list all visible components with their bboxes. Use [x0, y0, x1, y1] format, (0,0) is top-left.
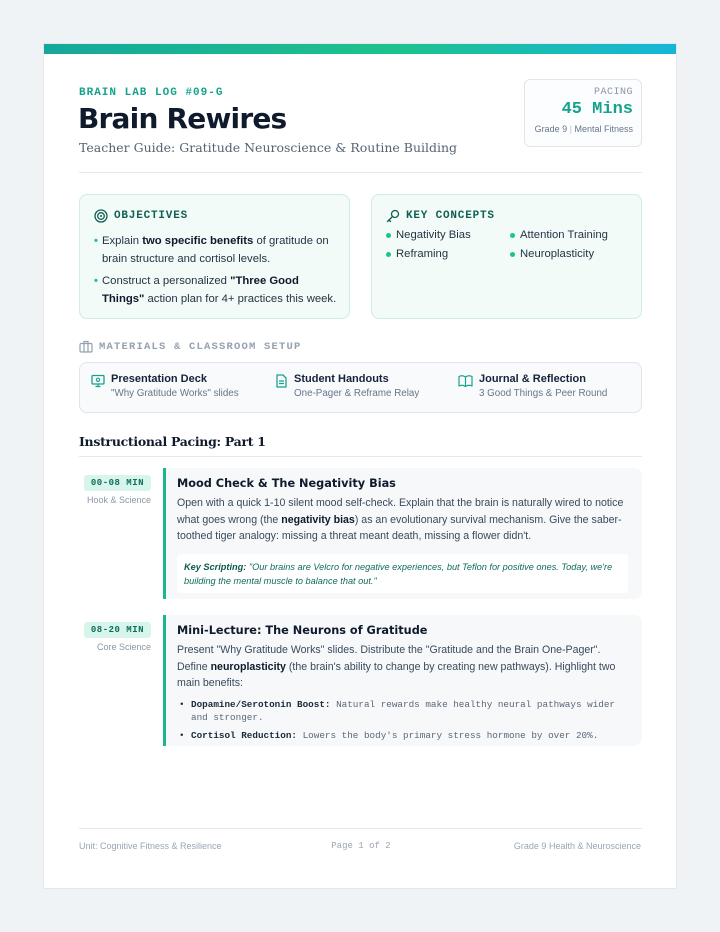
objective-text: Construct a personalized [102, 275, 231, 287]
presentation-icon [91, 374, 105, 388]
block-text-part: Open with a quick 1-10 silent mood self-check. Explain that the brain is naturally wired to notice what goes wrong (the [177, 497, 624, 526]
material-item [458, 373, 607, 399]
objective-item [94, 233, 339, 268]
benefit-text: Natural rewards make healthy neural pathways wider and stronger. [191, 698, 616, 723]
pacing-label: PACING [593, 87, 633, 98]
benefit-item [177, 698, 628, 725]
objective-emphasis: "Three Good Things" [102, 275, 299, 305]
time-label: Core Science [96, 642, 151, 652]
concept-item: Reframing [386, 248, 510, 260]
time-badge: 00-08 MIN [84, 475, 151, 491]
block-text-part: Present "Why Gratitude Works" slides. Distribute the "Gratitude and the Brain One-Pager". Define [177, 644, 601, 673]
pacing-grade: Grade 9 [534, 124, 568, 134]
key-concepts-card [371, 194, 642, 319]
material-title: Student Handouts [294, 373, 389, 385]
pacing-section-title: Instructional Pacing: Part 1 [79, 434, 266, 449]
key-concepts-title: KEY CONCEPTS [406, 210, 495, 222]
page-title: Brain Rewires [78, 102, 287, 135]
time-marker [79, 619, 151, 652]
objectives-card [79, 194, 350, 319]
materials-title: MATERIALS & CLASSROOM SETUP [99, 340, 302, 353]
header-divider [79, 172, 642, 173]
pacing-block [163, 615, 642, 746]
key-scripting-quote [177, 554, 628, 593]
block-title: Mini-Lecture: The Neurons of Gratitude [177, 624, 428, 637]
page-subtitle: Teacher Guide: Gratitude Neuroscience & Routine Building [79, 140, 458, 155]
materials-heading [79, 340, 302, 353]
target-icon [94, 209, 108, 223]
quote-text: "Our brains are Velcro for negative experiences, but Teflon for positive ones. Today, we're building the mental muscle to balance that out." [184, 561, 613, 586]
pacing-block [163, 468, 642, 599]
section-divider [79, 456, 642, 457]
footer-course: Grade 9 Health & Neuroscience [513, 841, 641, 851]
material-subtitle: 3 Good Things & Peer Round [479, 388, 608, 399]
material-subtitle: One-Pager & Reframe Relay [294, 388, 420, 399]
block-text [177, 642, 628, 692]
material-item [91, 373, 239, 399]
time-marker [79, 472, 151, 505]
material-title: Journal & Reflection [479, 373, 586, 385]
pacing-value: 45 Mins [561, 100, 633, 119]
objectives-title: OBJECTIVES [114, 210, 189, 222]
key-concepts-heading [386, 209, 495, 223]
benefit-text: Lowers the body's primary stress hormone by over 20%. [297, 729, 599, 741]
time-badge: 08-20 MIN [84, 622, 151, 638]
footer-page-number: Page 1 of 2 [331, 841, 391, 851]
top-accent-bar [44, 44, 676, 54]
quote-label: Key Scripting: [184, 561, 247, 572]
block-text-emphasis: negativity bias [281, 513, 355, 526]
concept-item: Negativity Bias [386, 229, 510, 241]
benefit-item [177, 729, 628, 743]
log-id: BRAIN LAB LOG #09-G [79, 87, 224, 99]
objective-text: of gratitude on brain structure and cortisol levels. [102, 235, 329, 265]
footer-divider [79, 828, 642, 829]
block-text-part: (the brain's ability to change by creating new pathways). Highlight two main benefits: [177, 660, 616, 689]
pacing-topic: Mental Fitness [574, 124, 633, 134]
benefit-label: Cortisol Reduction: [191, 729, 298, 741]
benefits-list [177, 698, 628, 743]
material-item [275, 373, 419, 399]
block-text-emphasis: neuroplasticity [210, 660, 286, 673]
objective-text: action plan for 4+ practices this week. [144, 292, 337, 305]
objective-emphasis: two specific benefits [142, 235, 254, 247]
objective-item [94, 273, 339, 308]
concept-item: Attention Training [510, 229, 626, 241]
pacing-meta: Grade 9 | Mental Fitness [534, 124, 633, 134]
footer-unit: Unit: Cognitive Fitness & Resilience [79, 841, 222, 851]
book-icon [458, 374, 473, 388]
key-icon [386, 209, 400, 223]
time-label: Hook & Science [86, 495, 151, 505]
material-subtitle: "Why Gratitude Works" slides [111, 388, 239, 399]
objectives-list [94, 233, 339, 313]
lesson-page [43, 43, 677, 889]
document-icon [275, 374, 288, 388]
briefcase-icon [79, 340, 93, 353]
objective-text: Explain [102, 235, 143, 247]
benefit-label: Dopamine/Serotonin Boost: [191, 698, 331, 710]
block-title: Mood Check & The Negativity Bias [177, 477, 396, 490]
materials-panel [79, 362, 642, 413]
concept-item: Neuroplasticity [510, 248, 626, 260]
block-text [177, 495, 628, 545]
objectives-heading [94, 209, 188, 223]
concepts-grid [386, 229, 626, 260]
material-title: Presentation Deck [111, 373, 207, 385]
block-text-part: ) as an evolutionary survival mechanism. Give the saber-toothed tiger analogy: missing a threat meant death, missing a flower didn't. [177, 513, 622, 542]
pacing-box [524, 79, 642, 147]
